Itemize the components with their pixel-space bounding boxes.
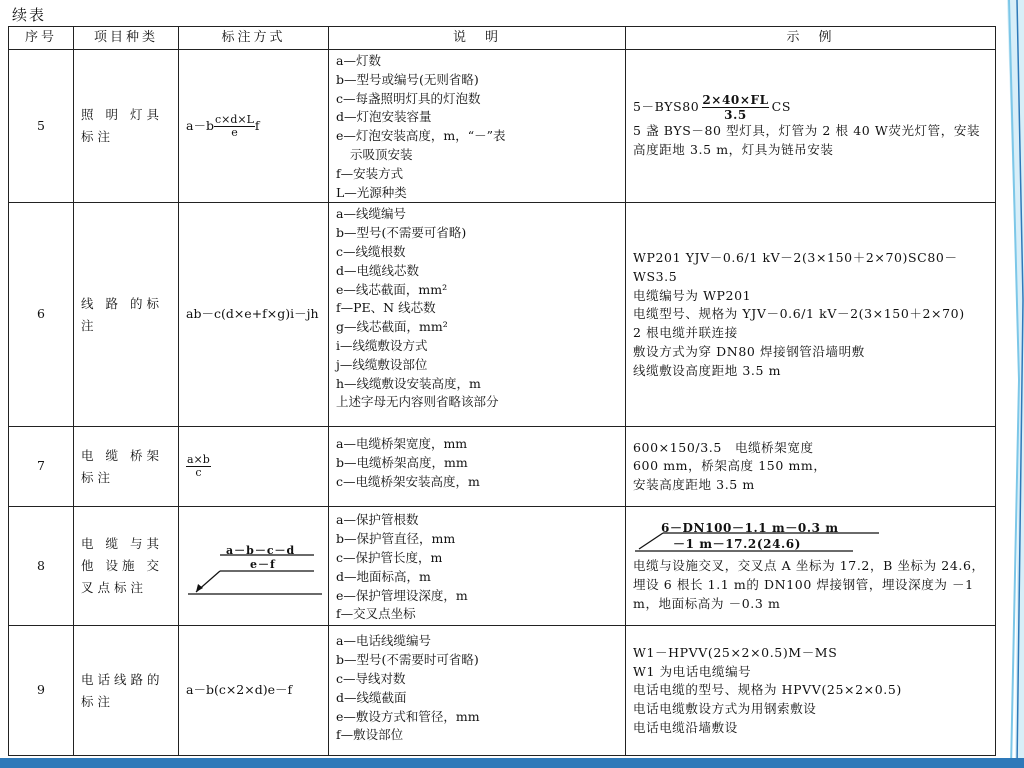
mark-fraction [186,454,211,479]
desc-line: f—敷设部位 [336,727,404,743]
desc-line: b—型号(不需要可省略) [336,225,467,241]
continued-label: 续表 [12,6,47,24]
desc-line: d—灯泡安装容量 [336,109,432,125]
row-item: 电 缆 桥架标注 [74,427,179,507]
table-header-row [9,27,996,50]
crossing-diagram [186,534,321,598]
table-row [9,50,996,203]
desc-line: e—保护管埋设深度，m [336,587,468,603]
row-example [626,626,996,756]
example-line: 电话电缆的型号、规格为 HPVV(25×2×0.5) [633,682,902,698]
desc-line: c—电缆桥架安装高度，m [336,473,480,489]
row-example [626,507,996,626]
desc-line: e—敷设方式和管径，mm [336,708,480,724]
desc-line: 示吸顶安装 [350,146,413,162]
desc-line: b—电缆桥架高度，mm [336,455,468,471]
desc-line: a—电缆桥架宽度，mm [336,436,468,452]
desc-line: e—线芯截面，mm² [336,281,448,297]
example-suffix: CS [771,98,791,114]
example-line: 敷设方式为穿 DN80 焊接钢管沿墙明敷 [633,344,865,360]
desc-line: a—保护管根数 [336,512,419,528]
row-mark: ab－c(d×e+f×g)i－jh [179,203,329,427]
desc-line: d—地面标高，m [336,568,431,584]
row-desc [329,50,626,203]
example-formula [633,93,988,122]
row-mark [179,50,329,203]
example-line: 安装高度距地 3.5 m [633,477,755,493]
row-no: 6 [9,203,74,427]
row-no: 5 [9,50,74,203]
example-line: 电话电缆沿墙敷设 [633,720,738,736]
example-crossing [633,519,988,553]
example-fraction [702,93,768,122]
mark-suffix: f [254,117,260,133]
desc-line: f—交叉点坐标 [336,606,416,622]
desc-line: c—导线对数 [336,670,406,686]
example-prefix: 5－BYS80 [633,98,700,114]
example-line: W1－HPVV(25×2×0.5)M－MS [633,644,838,660]
mark-denominator: c [195,466,202,480]
row-example [626,50,996,203]
desc-line: h—线缆敷设安装高度，m [336,375,481,391]
header-mark: 标注方式 [179,27,329,50]
desc-line: e—灯泡安装高度，m，“－”表 [336,128,506,144]
header-desc: 说 明 [329,27,626,50]
table-row [9,507,996,626]
row-item: 电 缆 与其 他 设施 交 叉点标注 [74,507,179,626]
row-no: 9 [9,626,74,756]
desc-line: b—保护管直径，mm [336,531,456,547]
header-no: 序号 [9,27,74,50]
row-example [626,203,996,427]
desc-line: a—灯数 [336,53,381,68]
crossing-bottom-label: e－f [250,558,276,572]
example-text: 电缆与设施交叉，交叉点 A 坐标为 17.2，B 坐标为 24.6，埋设 6 根长 1.1 m的 DN100 焊接钢管，埋设深度为 －1 m，地面标高为 －0.3 m [633,558,985,611]
row-desc [329,507,626,626]
example-line: 电话电缆敷设方式为用钢索敷设 [633,701,817,717]
row-item: 线 路 的标注 [74,203,179,427]
table-row [9,626,996,756]
example-line: WP201 YJV－0.6/1 kV－2(3×150＋2×70)SC80－WS3.5 [633,250,958,284]
header-example: 示 例 [626,27,996,50]
desc-line: i—线缆敷设方式 [336,337,428,353]
example-crossing-line1: 6－DN100－1.1 m－0.3 m [661,521,839,536]
desc-line: d—电缆线芯数 [336,262,420,278]
row-mark [179,507,329,626]
crossing-top-label: a－b－c－d [226,544,296,558]
example-text: 5 盏 BYS－80 型灯具，灯管为 2 根 40 W荧光灯管，安装高度距地 3.5 m，灯具为链吊安装 [633,122,981,157]
example-line: 线缆敷设高度距地 3.5 m [633,362,782,378]
row-no: 7 [9,427,74,507]
desc-line: f—PE、N 线芯数 [336,300,436,316]
table-row [9,203,996,427]
desc-line: c—保护管长度，m [336,549,443,565]
slide-edge-decoration [995,0,1024,768]
example-line: 600×150/3.5 电缆桥架宽度 [633,439,814,455]
example-line: 电缆编号为 WP201 [633,287,752,303]
example-line: 2 根电缆并联连接 [633,325,738,341]
table-row [9,427,996,507]
header-item: 项目种类 [74,27,179,50]
row-mark: a－b(c×2×d)e－f [179,626,329,756]
row-desc [329,203,626,427]
row-item: 电话线路的标注 [74,626,179,756]
slide-bottom-bar [0,758,1024,768]
mark-numerator: c×d×L [214,112,254,126]
desc-line: b—型号(不需要时可省略) [336,652,479,668]
row-desc [329,427,626,507]
mark-fraction [214,114,255,139]
row-mark [179,427,329,507]
desc-line: g—线芯截面，mm² [336,319,448,335]
row-desc [329,626,626,756]
annotation-table [8,26,996,756]
desc-line: L—光源种类 [336,184,407,200]
desc-line: 上述字母无内容则省略该部分 [336,394,499,410]
desc-line: c—线缆根数 [336,243,406,259]
example-numerator: 2×40×FL [702,92,769,107]
example-line: 电缆型号、规格为 YJV－0.6/1 kV－2(3×150＋2×70) [633,306,965,322]
desc-line: f—安装方式 [336,165,404,181]
mark-denominator: e [231,125,238,139]
mark-numerator: a×b [187,453,210,467]
desc-line: j—线缆敷设部位 [336,356,428,372]
example-line: 600 mm，桥架高度 150 mm， [633,458,827,474]
row-item: 照 明 灯具标注 [74,50,179,203]
example-denominator: 3.5 [724,107,747,122]
row-example [626,427,996,507]
desc-line: c—每盏照明灯具的灯泡数 [336,90,481,106]
desc-line: d—线缆截面 [336,689,407,705]
example-line: W1 为电话电缆编号 [633,663,752,679]
row-no: 8 [9,507,74,626]
desc-line: b—型号或编号(无则省略) [336,71,479,87]
desc-line: a—电话线缆编号 [336,633,431,649]
desc-line: a—线缆编号 [336,206,406,222]
example-crossing-line2: －1 m－17.2(24.6) [673,537,802,552]
mark-prefix: a－b [186,117,214,133]
